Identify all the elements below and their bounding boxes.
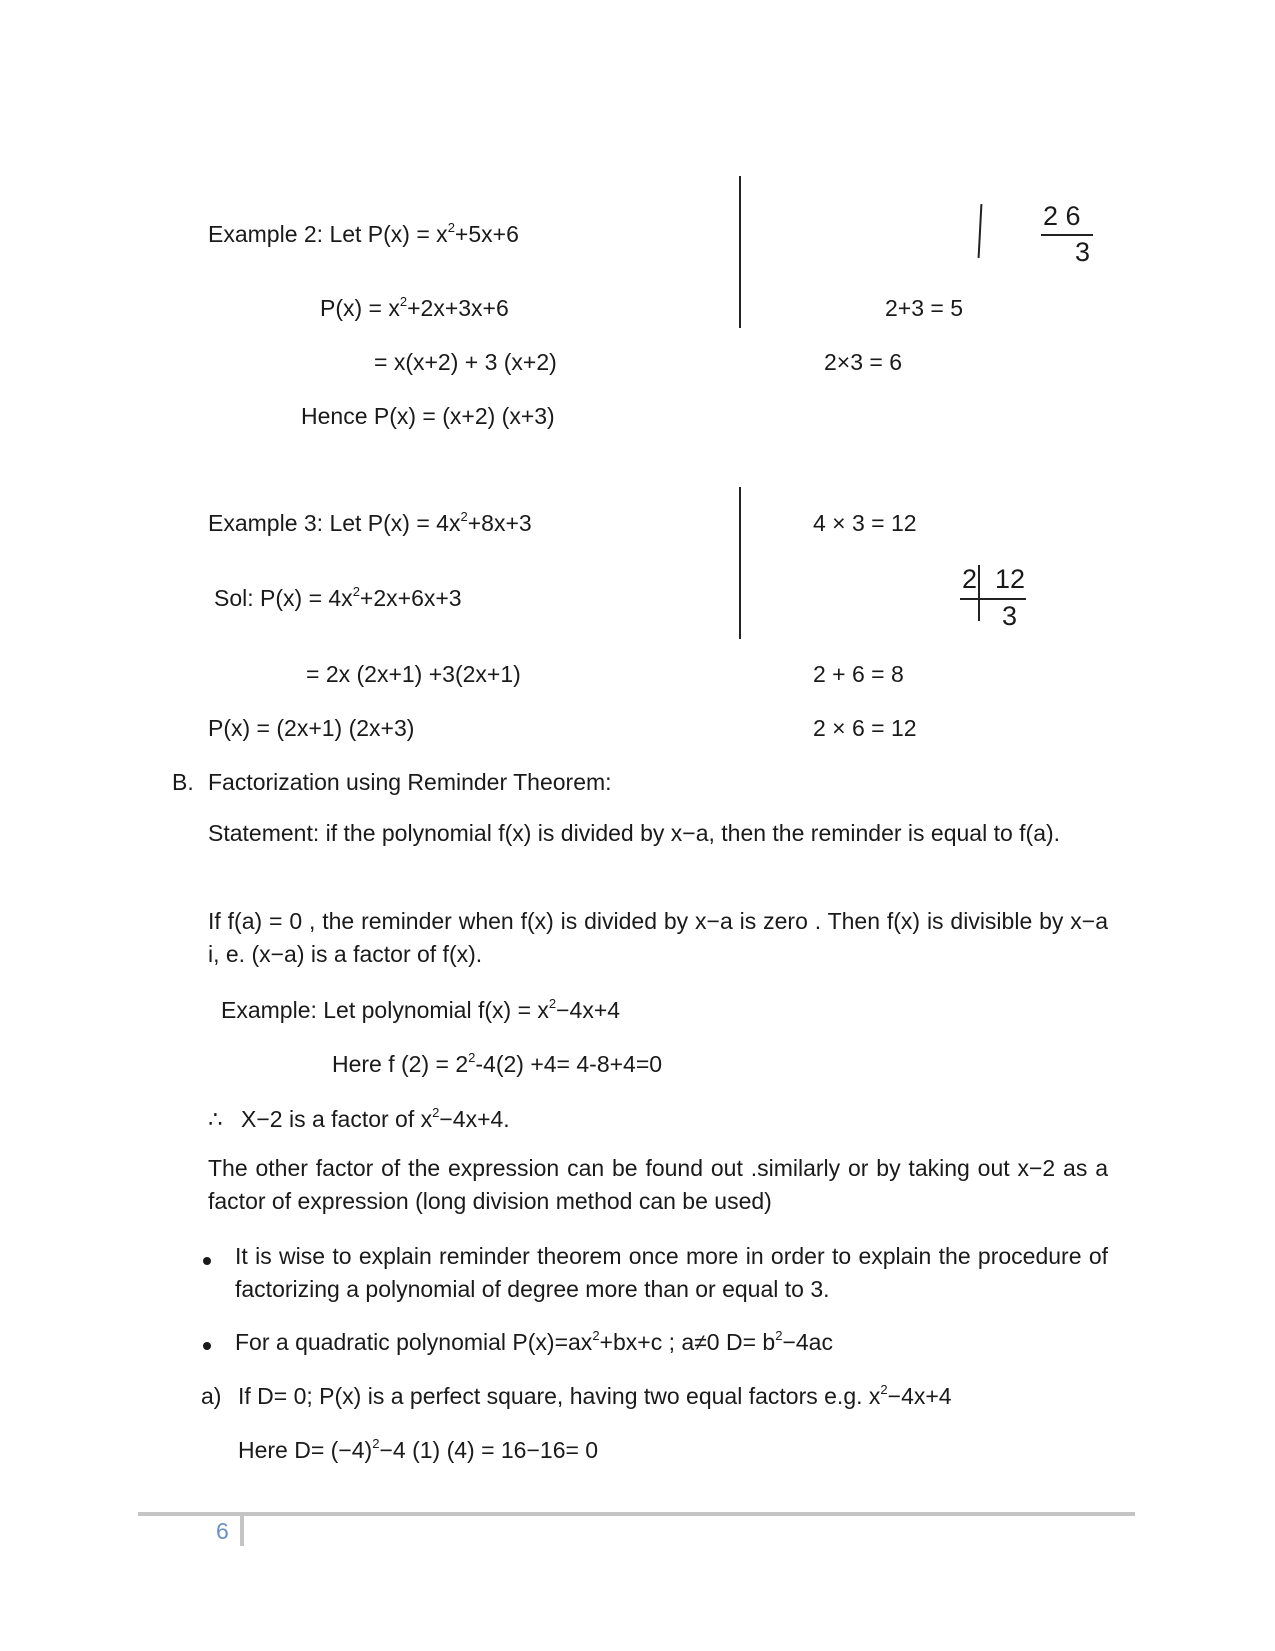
- example2-step2: = x(x+2) + 3 (x+2): [374, 349, 557, 375]
- bullet-wise: It is wise to explain reminder theorem once more in order to explain the procedure of factorizing a polynomial of degree more than or equal to 3.: [235, 1243, 1108, 1302]
- example3-div-stroke: [978, 565, 980, 621]
- example3-heading: Example 3: Let $P(x) = 4x^2+8x+3$: [208, 509, 532, 536]
- example2-side-stroke: [978, 204, 983, 258]
- statement-paragraph: Statement: if the polynomial f(x) is divided by x−a, then the reminder is equal to f(a).: [208, 820, 1061, 846]
- example-line: Example: Let polynomial $f(x) = x^2-4x+4$: [221, 996, 621, 1023]
- section-b-label: B.: [172, 769, 194, 795]
- page-number-bar: [240, 1516, 244, 1546]
- example3-div-right: 12: [995, 564, 1026, 594]
- example2-side-sum: 2+3 = 5: [885, 295, 964, 321]
- example3-side-product: 2 × 6 = 12: [813, 715, 917, 741]
- example2-side-top: 2 6: [1043, 201, 1081, 231]
- section-b-title: Factorization using Reminder Theorem:: [208, 769, 612, 795]
- example3-div-bar: [960, 598, 1026, 600]
- if-paragraph: If f(a) = 0 , the reminder when f(x) is divided by x−a is zero . Then f(x) is divisible by x−a i, e. (x−a) is a factor of f(x).: [208, 908, 1108, 967]
- therefore-line: X−2 is a factor of $x^2-4x+4$.: [241, 1105, 510, 1132]
- bullet-dot: [203, 1342, 211, 1350]
- example2-heading: Example 2: Let $P(x) = x^2+5x+6$: [208, 220, 519, 247]
- example3-div-left: 2: [962, 564, 978, 594]
- therefore-symbol: ∴: [208, 1106, 223, 1132]
- footer-rule: [138, 1512, 1135, 1516]
- page-number: 6: [216, 1518, 229, 1544]
- example3-side-product-top: 4 × 3 = 12: [813, 510, 917, 536]
- example3-step1: Sol: $P(x) = 4x^2+2x+6x+3$: [214, 584, 462, 611]
- item-a-here: Here $D= (-4)^2-4$ (1) (4) = 16−16= 0: [238, 1436, 599, 1463]
- here-line: Here f $(2) = 2^2-4(2) +4= 4-8+4=0$: [332, 1050, 663, 1077]
- other-factor-paragraph: The other factor of the expression can be found out .similarly or by taking out x−2 as a factor of expression (long division method can be used): [208, 1155, 1108, 1214]
- example3-step2: = 2x (2x+1) +3(2x+1): [306, 661, 521, 687]
- example2-divider: [739, 176, 741, 328]
- item-a-label: a): [201, 1383, 222, 1409]
- example3-div-bottom: 3: [1002, 601, 1018, 631]
- example2-step1: $P(x) = x^2+2x+3x+6$: [320, 294, 509, 321]
- example3-side-sum: 2 + 6 = 8: [813, 661, 904, 687]
- example2-side-product: 2×3 = 6: [824, 349, 903, 375]
- bullet-dot: [203, 1257, 211, 1265]
- example2-side-fraction-bar: [1041, 234, 1093, 236]
- bullet-quadratic: For a quadratic polynomial $P(x)=ax^2+bx+c$ ; a≠0 $D= b^2-4ac$: [235, 1328, 833, 1355]
- example3-result: P(x) = (2x+1) (2x+3): [208, 715, 415, 741]
- item-a-text: If D= 0; P(x) is a perfect square, having two equal factors e.g. $x^2-4x+4$: [238, 1382, 952, 1409]
- example2-result: Hence P(x) = (x+2) (x+3): [301, 403, 555, 429]
- example3-divider: [739, 487, 741, 639]
- example2-side-bottom: 3: [1075, 237, 1091, 267]
